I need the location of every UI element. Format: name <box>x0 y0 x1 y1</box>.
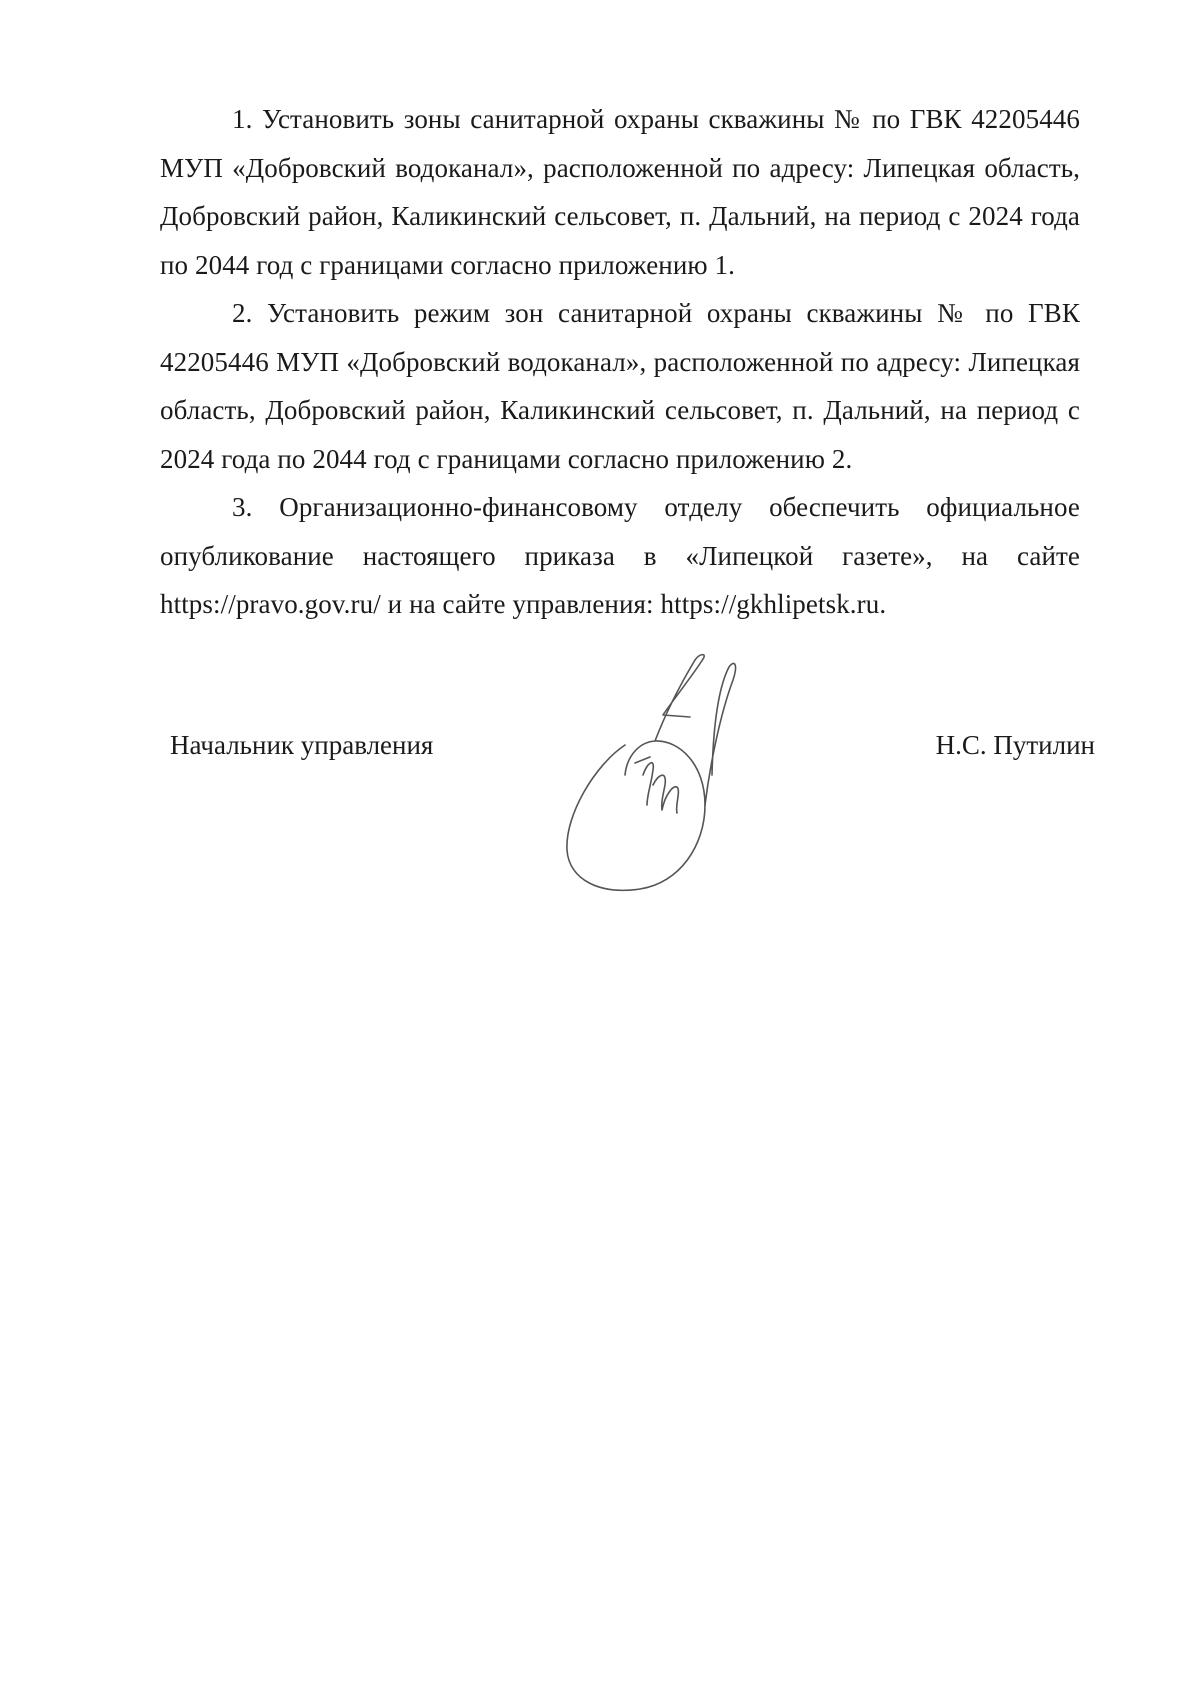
paragraph-2: 2. Установить режим зон санитарной охраны скважины № по ГВК 42205446 МУП «Добровский водоканал», расположенной по адресу: Липецкая область, Добровский район, Каликинский сельсовет, п. Дальний, на период с 2024 года по 2044 год с границами согласно приложению 2. <box>160 298 1080 474</box>
signatory-name: Н.С. Путилин <box>935 730 1095 760</box>
document-body <box>160 95 1080 629</box>
handwritten-signature <box>555 645 795 905</box>
paragraph-3: 3. Организационно-финансовому отделу обеспечить официальное опубликование настоящего приказа в «Липецкой газете», на сайте https://pravo.gov.ru/ и на сайте управления: https://gkhlipetsk.ru. <box>160 492 1080 619</box>
paragraph-1: 1. Установить зоны санитарной охраны скважины № по ГВК 42205446 МУП «Добровский водоканал», расположенной по адресу: Липецкая область, Добровский район, Каликинский сельсовет, п. Дальний, на период с 2024 года по 2044 год с границами согласно приложению 1. <box>160 104 1080 280</box>
signature-tick-stroke <box>635 757 650 763</box>
signatory-position: Начальник управления <box>170 730 434 760</box>
signature-tall-stroke <box>705 663 736 805</box>
signature-top-stroke <box>655 655 704 741</box>
signature-letter-stroke <box>643 763 678 813</box>
